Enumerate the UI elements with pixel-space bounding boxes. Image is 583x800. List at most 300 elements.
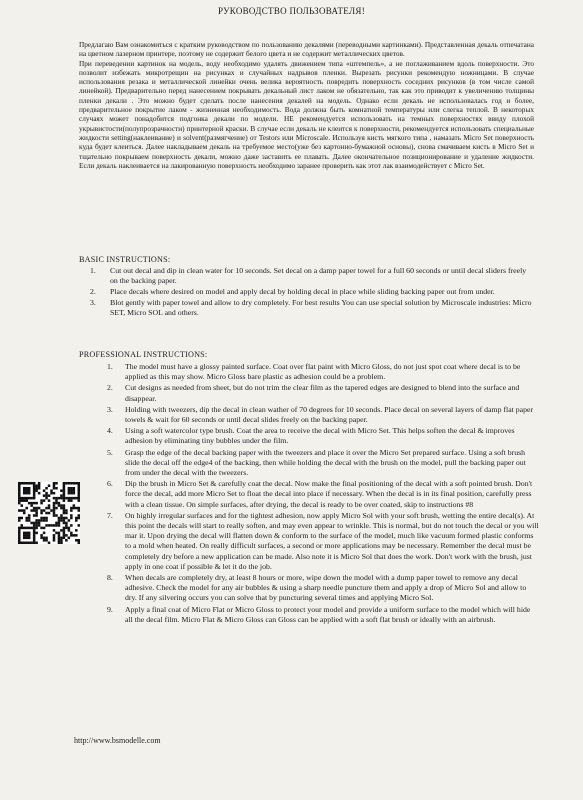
qr-module: [58, 524, 61, 527]
qr-module: [28, 514, 31, 517]
item-number: 2.: [107, 383, 113, 393]
qr-module: [63, 534, 66, 537]
qr-module: [33, 494, 36, 497]
qr-module: [25, 534, 28, 537]
qr-module: [58, 517, 61, 520]
qr-module: [18, 532, 21, 535]
qr-module: [53, 534, 56, 537]
qr-module: [78, 507, 80, 510]
qr-module: [20, 504, 23, 507]
qr-module: [28, 532, 31, 535]
qr-module: [25, 517, 28, 520]
qr-module: [70, 524, 73, 527]
qr-module: [43, 499, 46, 502]
item-text: The model must have a glossy painted surface. Coat over flat paint with Micro Gloss, do not just spot coat where decal is to be applied as this may show. Micro Gloss bare plastic as adhesion could be a problem.: [125, 362, 521, 382]
qr-module: [38, 487, 41, 490]
qr-module: [48, 507, 51, 510]
page-title: РУКОВОДСТВО ПОЛЬЗОВАТЕЛЯ!: [218, 6, 365, 16]
qr-module: [75, 529, 78, 532]
qr-module: [20, 497, 23, 500]
qr-module: [48, 542, 51, 544]
professional-instructions-list: [107, 362, 539, 626]
qr-module: [78, 482, 80, 485]
item-text: Apply a final coat of Micro Flat or Micro Gloss to protect your model and provide a uniform surface to the model which will hide all the decal film. Micro Flat & Micro Gloss can Gloss can be applied with a soft flat brush or ideally with an airbrush.: [125, 604, 531, 624]
qr-module: [78, 517, 80, 520]
item-text: Cut out decal and dip in clean water for 10 seconds. Set decal on a damp paper towel for a full 60 seconds or until decal sliders freely on the backing paper.: [110, 266, 527, 285]
item-text: Cut designs as needed from sheet, but do not trim the clear film as the tapered edges are designed to blend into the surface and disappear.: [125, 383, 520, 403]
qr-module: [48, 524, 51, 527]
qr-module: [70, 514, 73, 517]
qr-module: [30, 482, 33, 485]
qr-module: [53, 509, 56, 512]
qr-module: [45, 517, 48, 520]
qr-module: [18, 534, 21, 537]
qr-module: [18, 539, 21, 542]
item-number: 8.: [107, 573, 113, 583]
qr-module: [63, 482, 66, 485]
qr-module: [63, 529, 66, 532]
qr-code-graphic: [18, 482, 80, 544]
qr-module: [68, 499, 71, 502]
qr-module: [58, 519, 61, 522]
item-text: Place decals where desired on model and apply decal by holding decal in place while sliding backing paper out from under.: [110, 287, 495, 296]
qr-module: [40, 499, 43, 502]
qr-module: [68, 487, 71, 490]
qr-module: [63, 499, 66, 502]
qr-module: [78, 542, 80, 544]
qr-module: [60, 507, 63, 510]
qr-module: [35, 524, 38, 527]
qr-module: [78, 514, 80, 517]
qr-module: [23, 527, 26, 530]
qr-module: [65, 522, 68, 525]
qr-module: [33, 542, 36, 544]
qr-module: [60, 539, 63, 542]
qr-module: [25, 499, 28, 502]
item-number: 6.: [107, 479, 113, 489]
item-text: When decals are completely dry, at least 8 hours or more, wipe down the model with a dump paper towel to remove any decal adhesive. Check the model for any air bubbles & using a sharp needle puncture them and apply a drop of Micro Sol and allow to dry. If any silvering occurs you can solve that by puncturing several times and applying Micro Sol.: [125, 573, 527, 603]
qr-module: [20, 524, 23, 527]
qr-module: [33, 507, 36, 510]
qr-module: [23, 482, 26, 485]
qr-module: [73, 497, 76, 500]
qr-module: [55, 532, 58, 535]
qr-module: [53, 537, 56, 540]
qr-module: [30, 504, 33, 507]
qr-module: [23, 499, 26, 502]
qr-module: [70, 489, 73, 492]
qr-module: [33, 487, 36, 490]
qr-module: [70, 534, 73, 537]
qr-module: [68, 527, 71, 530]
qr-module: [55, 499, 58, 502]
qr-module: [45, 487, 48, 490]
qr-module: [18, 499, 21, 502]
qr-module: [78, 539, 80, 542]
qr-module: [38, 507, 41, 510]
qr-module: [30, 522, 33, 525]
qr-module: [28, 527, 31, 530]
qr-module: [65, 539, 68, 542]
qr-module: [38, 482, 41, 485]
list-item: [90, 298, 535, 318]
qr-module: [35, 507, 38, 510]
qr-module: [63, 512, 66, 515]
qr-module: [60, 519, 63, 522]
qr-module: [73, 507, 76, 510]
qr-module: [18, 489, 21, 492]
qr-module: [18, 517, 21, 520]
qr-module: [30, 527, 33, 530]
qr-module: [63, 487, 66, 490]
item-text: Dip the brush in Micro Set & carefully coat the decal. Now make the final positioning of the decal with a soft pointed brush. Don't force the decal, add more Micro Set to float the decal into place if necessary. When the decal is in its final position, carefully press with a clean tissue. On simple surfaces, after drying, the decal is ready to be over coated, skip to instructions #8: [125, 479, 533, 509]
qr-module: [40, 534, 43, 537]
qr-module: [48, 499, 51, 502]
qr-module: [58, 522, 61, 525]
qr-module: [33, 532, 36, 535]
qr-module: [78, 487, 80, 490]
russian-instructions: [79, 40, 534, 170]
qr-module: [48, 484, 51, 487]
qr-module: [45, 524, 48, 527]
qr-module: [18, 537, 21, 540]
qr-module: [43, 494, 46, 497]
qr-module: [23, 537, 26, 540]
qr-module: [25, 497, 28, 500]
qr-module: [70, 482, 73, 485]
qr-module: [45, 519, 48, 522]
qr-module: [55, 522, 58, 525]
qr-module: [25, 527, 28, 530]
qr-module: [60, 514, 63, 517]
qr-module: [23, 534, 26, 537]
qr-module: [75, 517, 78, 520]
qr-module: [43, 519, 46, 522]
qr-module: [28, 519, 31, 522]
qr-module: [45, 512, 48, 515]
qr-module: [35, 502, 38, 505]
qr-module: [55, 507, 58, 510]
qr-module: [25, 532, 28, 535]
qr-module: [18, 492, 21, 495]
professional-instructions-heading: PROFESSIONAL INSTRUCTIONS:: [79, 350, 208, 359]
qr-module: [70, 492, 73, 495]
qr-module: [55, 487, 58, 490]
qr-module: [35, 519, 38, 522]
qr-module: [60, 504, 63, 507]
basic-instructions-list: [90, 266, 535, 319]
qr-module: [40, 502, 43, 505]
qr-module: [38, 524, 41, 527]
qr-module: [73, 487, 76, 490]
qr-module: [25, 487, 28, 490]
qr-module: [63, 522, 66, 525]
qr-module: [23, 509, 26, 512]
qr-module: [25, 489, 28, 492]
qr-module: [35, 512, 38, 515]
qr-module: [18, 509, 21, 512]
qr-module: [65, 524, 68, 527]
qr-module: [45, 492, 48, 495]
qr-module: [53, 524, 56, 527]
qr-module: [33, 489, 36, 492]
qr-module: [63, 484, 66, 487]
qr-module: [55, 482, 58, 485]
qr-module: [28, 534, 31, 537]
item-text: Using a soft watercolor type brush. Coat the area to receive the decal with Micro Set. This helps soften the decal & improves adhesion by eliminating tiny bubbles under the film.: [125, 426, 515, 446]
qr-module: [18, 494, 21, 497]
item-number: 9.: [107, 604, 113, 614]
qr-module: [35, 509, 38, 512]
qr-module: [35, 522, 38, 525]
qr-module: [35, 514, 38, 517]
qr-module: [25, 542, 28, 544]
list-item: [107, 511, 539, 572]
qr-module: [33, 514, 36, 517]
qr-module: [30, 542, 33, 544]
qr-module: [53, 539, 56, 542]
item-text: Holding with tweezers, dip the decal in clean wather of 70 degrees for 10 seconds. Place decal on several layers of damp flat paper towels & wait for 60 seconds or until decal slides freely on the backing paper.: [125, 404, 534, 425]
qr-module: [53, 514, 56, 517]
qr-module: [63, 532, 66, 535]
qr-module: [33, 524, 36, 527]
qr-module: [70, 499, 73, 502]
russian-paragraph-main: При переведении картинок на модель, воду необходимо удалять движением типа «штемпель», а не поглаживанием вдоль поверхности. Это позволит избежать микротрещин на рисунках и случайных надрывов пленки. Вырезать рисунки рекомендую ножницами. В случае использования резака и металлической линейки очень велика вероятность повредить поверхность соседних рисунков (в том числе самой линейкой). Предварительно перед нанесением покрывать декальный лист лаком не обязательно, так как это приводит к увеличению толщины пленки декали . Это можно будет сделать после нанесения декалей на модель. Однако если декаль не использовалась год и более, предварительное покрытие лаком - жизненная необходимость. Вода должна быть комнатной температуры или слегка теплой. В некоторых случаях может понадобится подгонка декали по модели. НЕ рекомендуется использовать на темных поверхностях ввиду плохой укрывистости(полупрозрачности) принтерной краски. В случае если декаль не клеится к поверхности, рекомендуется использовать специальные жидкости setting(наклеивание) и solvent(размягчение) от Testors или Microscale. Используя кисть мягкого типа , намазать Micro Set поверхность куда будет клеиться. Далее накладываем декаль на требуемое место(уже без картонно-бумажной основы), снова смачиваем кисть в Micro Set и тщательно покрываем поверхность декали, можно даже заставить ее плавать. Далее окончательное позиционирование и удаление жидкости. Если декаль наклеивается на лакированную поверхность необходимо заранее проверить как этот лак взаимодействует с Micro Set.: [79, 58, 534, 170]
qr-module: [38, 492, 41, 495]
qr-module: [45, 539, 48, 542]
qr-module: [78, 497, 80, 500]
qr-module: [43, 509, 46, 512]
qr-module: [53, 507, 56, 510]
qr-module: [50, 489, 53, 492]
qr-module: [30, 509, 33, 512]
qr-module: [75, 497, 78, 500]
qr-module: [65, 527, 68, 530]
qr-module: [35, 487, 38, 490]
qr-module: [38, 484, 41, 487]
item-number: 1.: [90, 266, 96, 275]
list-item: [107, 479, 539, 510]
qr-module: [33, 529, 36, 532]
qr-module: [75, 534, 78, 537]
item-number: 3.: [107, 404, 113, 414]
qr-module: [53, 502, 56, 505]
russian-paragraph-intro: Предлагаю Вам ознакомиться с кратким руководством по пользованию декалями (переводными картинками). Представленная декаль отпечатана на цветном лазерном принтере, поэтому не содержит белого цвета и не содержит металлических цветов.: [79, 40, 534, 59]
qr-module: [65, 497, 68, 500]
qr-module: [58, 537, 61, 540]
qr-module: [75, 507, 78, 510]
qr-module: [18, 527, 21, 530]
qr-module: [23, 542, 26, 544]
qr-module: [28, 497, 31, 500]
qr-module: [33, 497, 36, 500]
qr-module: [40, 527, 43, 530]
qr-module: [28, 489, 31, 492]
qr-module: [68, 482, 71, 485]
qr-module: [55, 524, 58, 527]
qr-module: [28, 537, 31, 540]
qr-module: [50, 492, 53, 495]
qr-module: [33, 527, 36, 530]
qr-module: [50, 509, 53, 512]
qr-module: [58, 504, 61, 507]
qr-module: [70, 487, 73, 490]
qr-module: [68, 537, 71, 540]
qr-module: [63, 537, 66, 540]
qr-module: [60, 517, 63, 520]
qr-module: [58, 497, 61, 500]
item-number: 4.: [107, 426, 113, 436]
qr-module: [78, 509, 80, 512]
qr-code-image[interactable]: [18, 482, 80, 544]
qr-module: [18, 542, 21, 544]
qr-module: [40, 537, 43, 540]
qr-module: [20, 482, 23, 485]
qr-module: [53, 487, 56, 490]
qr-module: [18, 482, 21, 485]
qr-module: [30, 497, 33, 500]
qr-module: [78, 489, 80, 492]
item-number: 1.: [107, 362, 113, 371]
qr-module: [68, 497, 71, 500]
qr-module: [55, 514, 58, 517]
qr-module: [43, 539, 46, 542]
qr-module: [78, 494, 80, 497]
qr-module: [63, 494, 66, 497]
list-item: [107, 573, 539, 604]
qr-module: [20, 517, 23, 520]
qr-module: [18, 497, 21, 500]
qr-module: [33, 492, 36, 495]
qr-module: [25, 507, 28, 510]
qr-module: [18, 484, 21, 487]
qr-module: [18, 529, 21, 532]
qr-module: [40, 517, 43, 520]
qr-module: [65, 517, 68, 520]
qr-module: [40, 512, 43, 515]
qr-module: [53, 529, 56, 532]
qr-module: [43, 537, 46, 540]
item-number: 5.: [107, 447, 113, 457]
qr-module: [45, 494, 48, 497]
qr-module: [45, 507, 48, 510]
qr-module: [18, 487, 21, 490]
qr-module: [40, 509, 43, 512]
qr-module: [50, 524, 53, 527]
list-item: [107, 448, 539, 479]
qr-module: [23, 487, 26, 490]
qr-module: [70, 532, 73, 535]
qr-module: [20, 542, 23, 544]
qr-module: [55, 502, 58, 505]
qr-module: [18, 502, 21, 505]
qr-module: [43, 517, 46, 520]
item-number: 2.: [90, 287, 96, 296]
qr-module: [73, 534, 76, 537]
qr-module: [18, 519, 21, 522]
qr-module: [58, 532, 61, 535]
qr-module: [78, 524, 80, 527]
qr-module: [68, 492, 71, 495]
qr-module: [58, 502, 61, 505]
qr-module: [60, 497, 63, 500]
qr-module: [25, 519, 28, 522]
qr-module: [53, 482, 56, 485]
qr-module: [78, 492, 80, 495]
qr-module: [70, 507, 73, 510]
qr-module: [68, 489, 71, 492]
qr-module: [78, 484, 80, 487]
qr-module: [43, 532, 46, 535]
qr-module: [33, 484, 36, 487]
qr-module: [53, 512, 56, 515]
item-text: Blot gently with paper towel and allow to dry completely. For best results You can use special solution by Microscale industries: Micro SET, Micro SOL and others.: [110, 298, 532, 317]
list-item: [107, 362, 539, 382]
qr-module: [28, 542, 31, 544]
qr-module: [28, 482, 31, 485]
qr-module: [70, 509, 73, 512]
qr-module: [25, 492, 28, 495]
list-item: [107, 405, 539, 425]
qr-module: [70, 497, 73, 500]
qr-module: [58, 539, 61, 542]
qr-module: [23, 512, 26, 515]
qr-module: [35, 489, 38, 492]
list-item: [90, 266, 535, 286]
qr-module: [60, 537, 63, 540]
qr-module: [63, 517, 66, 520]
qr-module: [35, 484, 38, 487]
qr-module: [45, 497, 48, 500]
qr-module: [28, 517, 31, 520]
qr-module: [58, 534, 61, 537]
list-item: [90, 287, 535, 297]
qr-module: [63, 504, 66, 507]
item-number: 3.: [90, 298, 96, 307]
qr-module: [63, 519, 66, 522]
qr-module: [33, 502, 36, 505]
website-url[interactable]: http://www.bsmodelle.com: [74, 736, 161, 745]
qr-module: [48, 504, 51, 507]
qr-module: [73, 482, 76, 485]
qr-module: [55, 497, 58, 500]
qr-module: [43, 527, 46, 530]
qr-module: [48, 512, 51, 515]
qr-module: [75, 519, 78, 522]
qr-module: [38, 519, 41, 522]
qr-module: [25, 537, 28, 540]
qr-module: [33, 509, 36, 512]
qr-module: [45, 537, 48, 540]
qr-module: [28, 492, 31, 495]
qr-module: [73, 492, 76, 495]
qr-module: [58, 542, 61, 544]
qr-module: [53, 484, 56, 487]
qr-module: [40, 519, 43, 522]
qr-module: [28, 502, 31, 505]
qr-module: [63, 497, 66, 500]
qr-module: [60, 529, 63, 532]
list-item: [107, 426, 539, 446]
qr-module: [65, 509, 68, 512]
qr-module: [23, 492, 26, 495]
basic-instructions-heading: BASIC INSTRUCTIONS:: [79, 255, 171, 264]
qr-module: [65, 482, 68, 485]
qr-module: [53, 504, 56, 507]
qr-module: [73, 489, 76, 492]
qr-module: [33, 482, 36, 485]
qr-module: [75, 482, 78, 485]
